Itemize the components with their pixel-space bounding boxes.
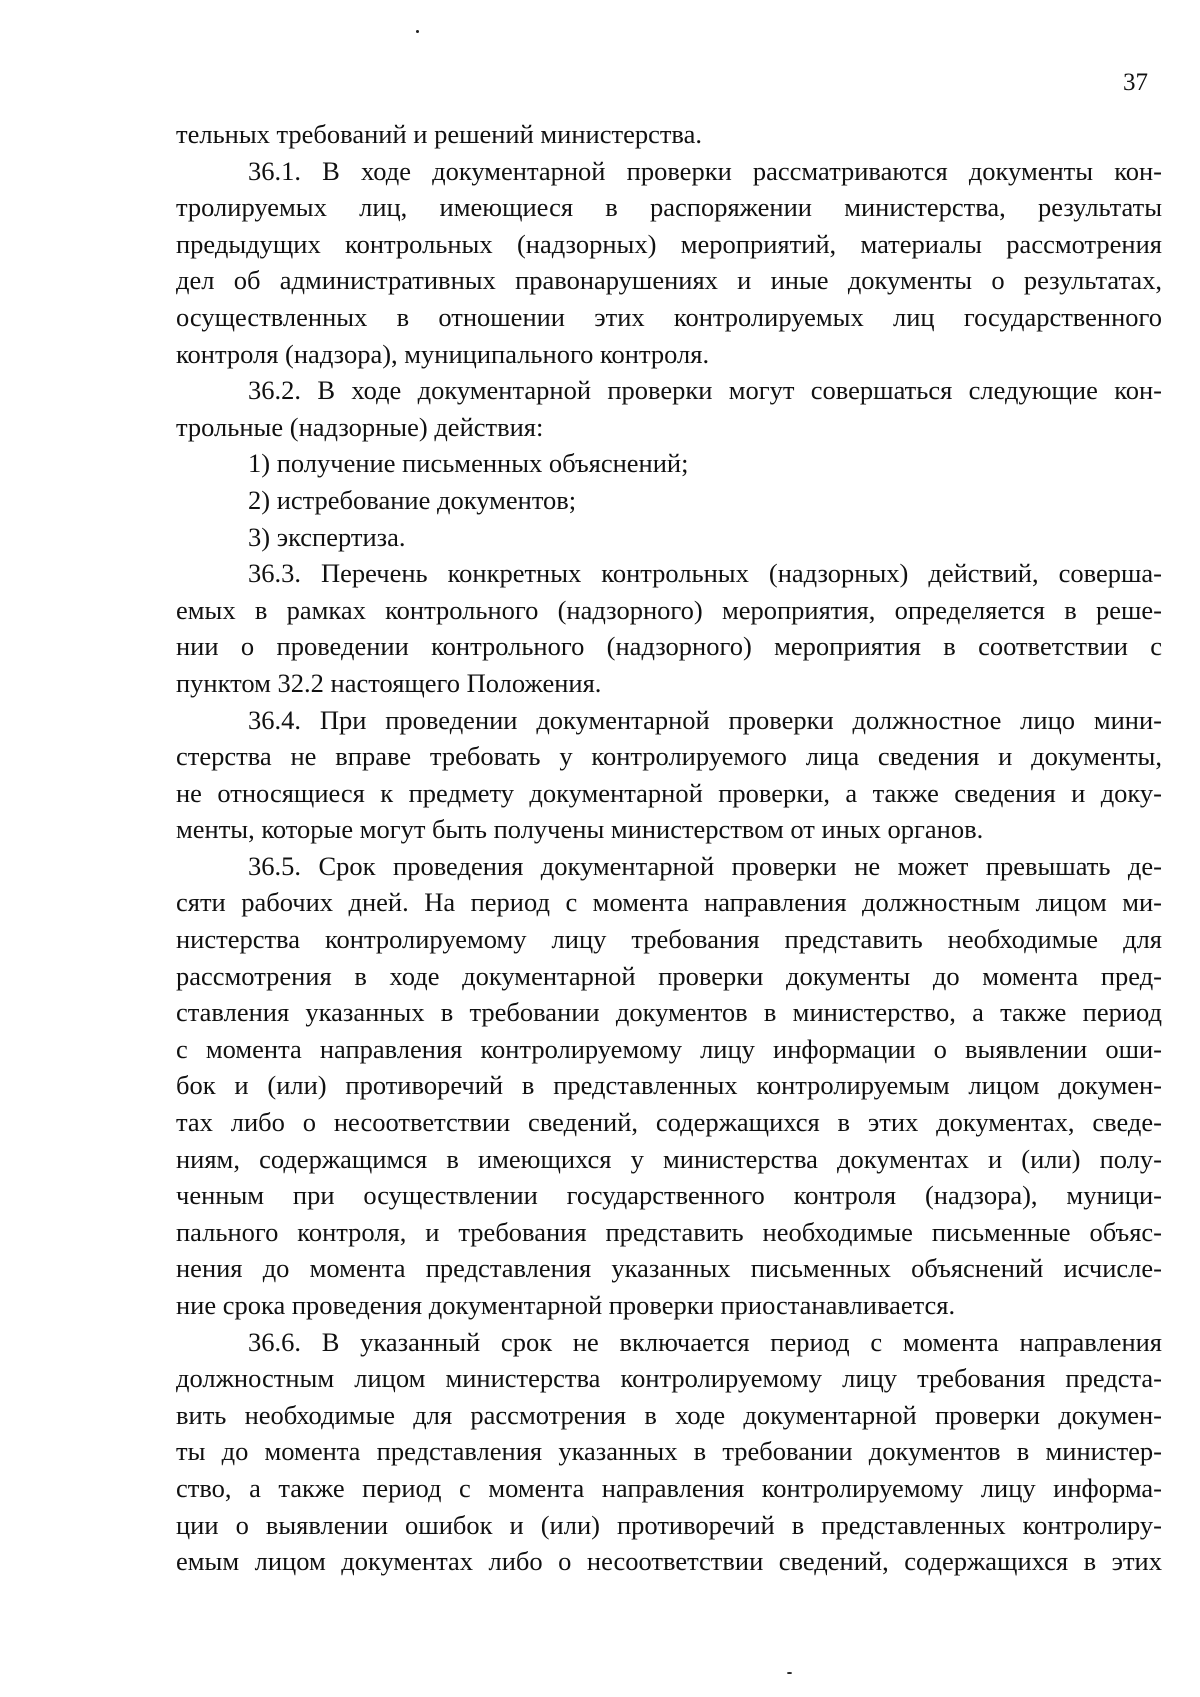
text-line: ставления указанных в требовании документов в министерство, а также период <box>176 997 1162 1028</box>
text-line: трольные (надзорные) действия: <box>176 411 544 442</box>
text-line: ниям, содержащимся в имеющихся у министерства документах и (или) полу- <box>176 1143 1162 1174</box>
text-line: емым лицом документах либо о несоответствии сведений, содержащихся в этих <box>176 1546 1162 1577</box>
text-line: предыдущих контрольных (надзорных) мероприятий, материалы рассмотрения <box>176 228 1162 259</box>
scan-speck <box>416 30 419 33</box>
text-line: бок и (или) противоречий в представленных контролируемым лицом докумен- <box>176 1070 1162 1101</box>
list-item: 2) истребование документов; <box>248 484 577 515</box>
text-line: контроля (надзора), муниципального контроля. <box>176 338 710 369</box>
text-line: менты, которые могут быть получены министерством от иных органов. <box>176 814 984 845</box>
text-line: дел об административных правонарушениях и иные документы о результатах, <box>176 265 1162 296</box>
text-line: тельных требований и решений министерства. <box>176 119 702 149</box>
list-item: 1) получение письменных объяснений; <box>248 448 689 479</box>
paragraph-36-4-start: 36.4. При проведении документарной проверки должностное лицо мини- <box>248 704 1162 735</box>
list-item: 3) экспертиза. <box>248 521 406 552</box>
text-line: вить необходимые для рассмотрения в ходе документарной проверки докумен- <box>176 1399 1162 1430</box>
text-line: нии о проведении контрольного (надзорного) мероприятия в соответствии с <box>176 631 1162 662</box>
text-line: ции о выявлении ошибок и (или) противоречий в представленных контролиру- <box>176 1509 1162 1540</box>
text-line: пального контроля, и требования представить необходимые письменные объяс- <box>176 1216 1162 1247</box>
text-line: пунктом 32.2 настоящего Положения. <box>176 667 602 698</box>
text-line: емых в рамках контрольного (надзорного) мероприятия, определяется в реше- <box>176 594 1162 625</box>
text-line: нения до момента представления указанных письменных объяснений исчисле- <box>176 1253 1162 1284</box>
paragraph-36-1-start: 36.1. В ходе документарной проверки рассматриваются документы кон- <box>248 155 1162 186</box>
text-line: стерства не вправе требовать у контролируемого лица сведения и документы, <box>176 741 1162 772</box>
text-line: тролируемых лиц, имеющиеся в распоряжении министерства, результаты <box>176 192 1162 223</box>
text-line: осуществленных в отношении этих контролируемых лиц государственного <box>176 301 1162 332</box>
text-line: должностным лицом министерства контролируемому лицу требования предста- <box>176 1363 1162 1394</box>
text-line: ние срока проведения документарной проверки приостанавливается. <box>176 1290 956 1320</box>
paragraph-36-5-start: 36.5. Срок проведения документарной проверки не может превышать де- <box>248 850 1162 881</box>
text-line: нистерства контролируемому лицу требования представить необходимые для <box>176 924 1162 955</box>
paragraph-36-6-start: 36.6. В указанный срок не включается период с момента направления <box>248 1326 1162 1357</box>
text-line: рассмотрения в ходе документарной проверки документы до момента пред- <box>176 960 1162 991</box>
page-number: 37 <box>1123 69 1148 96</box>
text-line: сяти рабочих дней. На период с момента направления должностным лицом ми- <box>176 887 1162 918</box>
text-line: ты до момента представления указанных в требовании документов в министер- <box>176 1436 1162 1467</box>
scan-speck <box>787 1672 792 1674</box>
paragraph-36-3-start: 36.3. Перечень конкретных контрольных (надзорных) действий, соверша- <box>248 558 1162 589</box>
paragraph-36-2-start: 36.2. В ходе документарной проверки могут совершаться следующие кон- <box>248 375 1162 406</box>
text-line: с момента направления контролируемому лицу информации о выявлении оши- <box>176 1033 1162 1064</box>
document-body <box>176 116 1162 1580</box>
text-line: не относящиеся к предмету документарной проверки, а также сведения и доку- <box>176 777 1162 808</box>
text-line: тах либо о несоответствии сведений, содержащихся в этих документах, сведе- <box>176 1107 1162 1138</box>
text-line: ченным при осуществлении государственного контроля (надзора), муници- <box>176 1180 1162 1211</box>
text-line: ство, а также период с момента направления контролируемому лицу информа- <box>176 1472 1162 1503</box>
